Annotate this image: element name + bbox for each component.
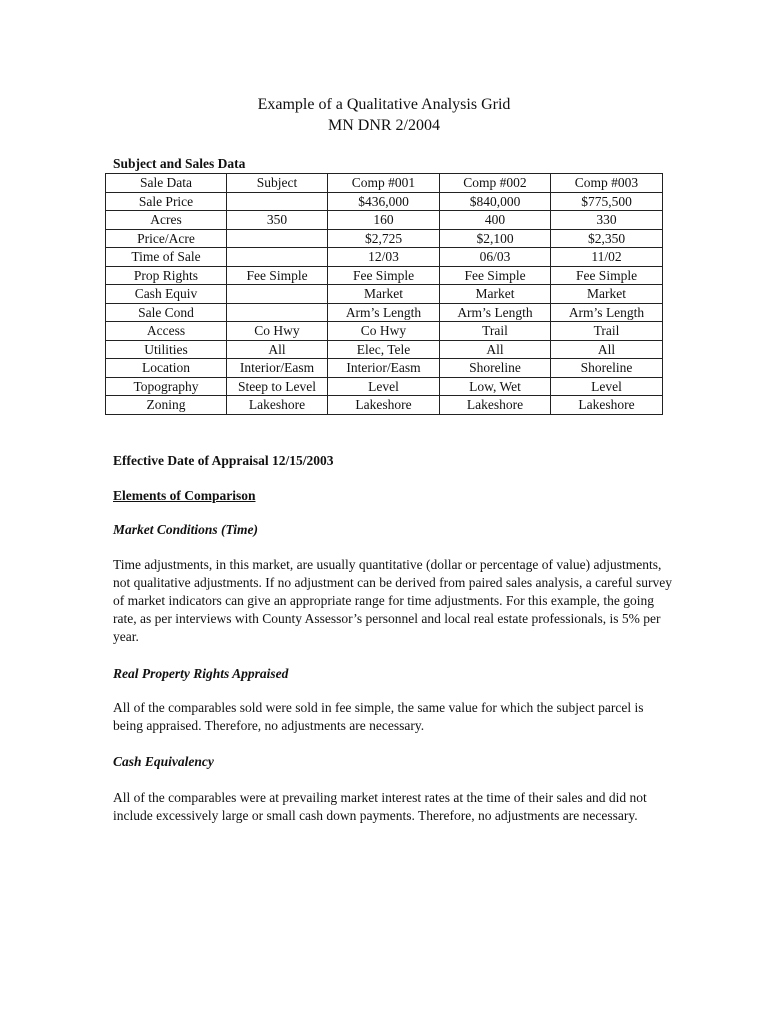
table-cell: Time of Sale xyxy=(106,248,227,267)
table-cell: Market xyxy=(551,285,663,304)
table-row xyxy=(106,229,663,248)
market-conditions-heading: Market Conditions (Time) xyxy=(113,522,259,537)
table-cell: Lakeshore xyxy=(328,396,440,415)
table-header-row xyxy=(106,174,663,193)
table-cell: Comp #001 xyxy=(328,174,440,193)
table-caption: Subject and Sales Data xyxy=(113,156,246,171)
table-cell: Topography xyxy=(106,377,227,396)
table-cell: 160 xyxy=(328,211,440,230)
table-cell: $840,000 xyxy=(440,192,551,211)
sales-data-table xyxy=(105,173,663,415)
table-cell xyxy=(227,192,328,211)
table-cell: Lakeshore xyxy=(551,396,663,415)
table-cell: Market xyxy=(328,285,440,304)
table-cell xyxy=(227,303,328,322)
table-cell: Low, Wet xyxy=(440,377,551,396)
table-cell: Fee Simple xyxy=(227,266,328,285)
table-cell: Co Hwy xyxy=(328,322,440,341)
elements-heading: Elements of Comparison xyxy=(113,488,256,503)
property-rights-heading: Real Property Rights Appraised xyxy=(113,666,289,681)
table-cell: Fee Simple xyxy=(440,266,551,285)
table-cell: Market xyxy=(440,285,551,304)
table-cell: Sale Price xyxy=(106,192,227,211)
table-cell: Location xyxy=(106,359,227,378)
table-cell: Arm’s Length xyxy=(328,303,440,322)
cash-equivalency-heading: Cash Equivalency xyxy=(113,754,214,769)
table-cell: Trail xyxy=(440,322,551,341)
table-row xyxy=(106,266,663,285)
table-cell: All xyxy=(551,340,663,359)
table-cell: Sale Data xyxy=(106,174,227,193)
market-conditions-text: Time adjustments, in this market, are usually quantitative (dollar or percentage of value) adjustments, not qualitative adjustments. If no adjustment can be derived from paired sales analysis, a careful survey of market indicators can give an appropriate range for time adjustments. For this example, the going rate, as per interviews with County Assessor’s personnel and local real estate professionals, is 5% per year. xyxy=(113,557,672,644)
table-row xyxy=(106,192,663,211)
table-cell: Interior/Easm xyxy=(328,359,440,378)
table-row xyxy=(106,303,663,322)
table-cell: Arm’s Length xyxy=(440,303,551,322)
table-cell: $436,000 xyxy=(328,192,440,211)
table-cell: Cash Equiv xyxy=(106,285,227,304)
table-cell: Comp #003 xyxy=(551,174,663,193)
table-cell: Level xyxy=(551,377,663,396)
table-cell: Fee Simple xyxy=(328,266,440,285)
table-row xyxy=(106,285,663,304)
table-row xyxy=(106,396,663,415)
table-cell: 400 xyxy=(440,211,551,230)
table-cell: Access xyxy=(106,322,227,341)
table-cell: $2,100 xyxy=(440,229,551,248)
table-cell: Price/Acre xyxy=(106,229,227,248)
table-row xyxy=(106,248,663,267)
table-cell: All xyxy=(227,340,328,359)
table-cell: Comp #002 xyxy=(440,174,551,193)
table-cell: Shoreline xyxy=(440,359,551,378)
table-cell: 330 xyxy=(551,211,663,230)
table-cell: Utilities xyxy=(106,340,227,359)
table-cell: Interior/Easm xyxy=(227,359,328,378)
table-cell xyxy=(227,229,328,248)
document-subtitle: MN DNR 2/2004 xyxy=(327,117,440,134)
table-cell: $775,500 xyxy=(551,192,663,211)
table-cell: 12/03 xyxy=(328,248,440,267)
table-cell: Fee Simple xyxy=(551,266,663,285)
table-cell: Trail xyxy=(551,322,663,341)
table-cell: Sale Cond xyxy=(106,303,227,322)
table-cell: All xyxy=(440,340,551,359)
table-cell: Elec, Tele xyxy=(328,340,440,359)
table-row xyxy=(106,340,663,359)
table-cell: $2,350 xyxy=(551,229,663,248)
document-title: Example of a Qualitative Analysis Grid xyxy=(257,96,511,113)
table-cell xyxy=(227,248,328,267)
table-row xyxy=(106,322,663,341)
table-cell: 11/02 xyxy=(551,248,663,267)
table-cell: 350 xyxy=(227,211,328,230)
table-cell: Lakeshore xyxy=(440,396,551,415)
table-cell: Arm’s Length xyxy=(551,303,663,322)
table-cell: Lakeshore xyxy=(227,396,328,415)
property-rights-text: All of the comparables sold were sold in fee simple, the same value for which the subject parcel is being appraised. Therefore, no adjustments are necessary. xyxy=(113,700,644,733)
table-cell: Shoreline xyxy=(551,359,663,378)
table-cell: $2,725 xyxy=(328,229,440,248)
cash-equivalency-text: All of the comparables were at prevailing market interest rates at the time of their sales and did not include excessively large or small cash down payments. Therefore, no adjustments are necessary. xyxy=(113,790,647,823)
table-cell: Prop Rights xyxy=(106,266,227,285)
table-row xyxy=(106,211,663,230)
table-cell: Acres xyxy=(106,211,227,230)
table-cell xyxy=(227,285,328,304)
table-cell: Steep to Level xyxy=(227,377,328,396)
table-cell: 06/03 xyxy=(440,248,551,267)
table-cell: Subject xyxy=(227,174,328,193)
table-cell: Zoning xyxy=(106,396,227,415)
table-row xyxy=(106,359,663,378)
sales-data-table-body xyxy=(106,174,663,415)
table-cell: Co Hwy xyxy=(227,322,328,341)
effective-date: Effective Date of Appraisal 12/15/2003 xyxy=(113,453,334,468)
table-cell: Level xyxy=(328,377,440,396)
table-row xyxy=(106,377,663,396)
